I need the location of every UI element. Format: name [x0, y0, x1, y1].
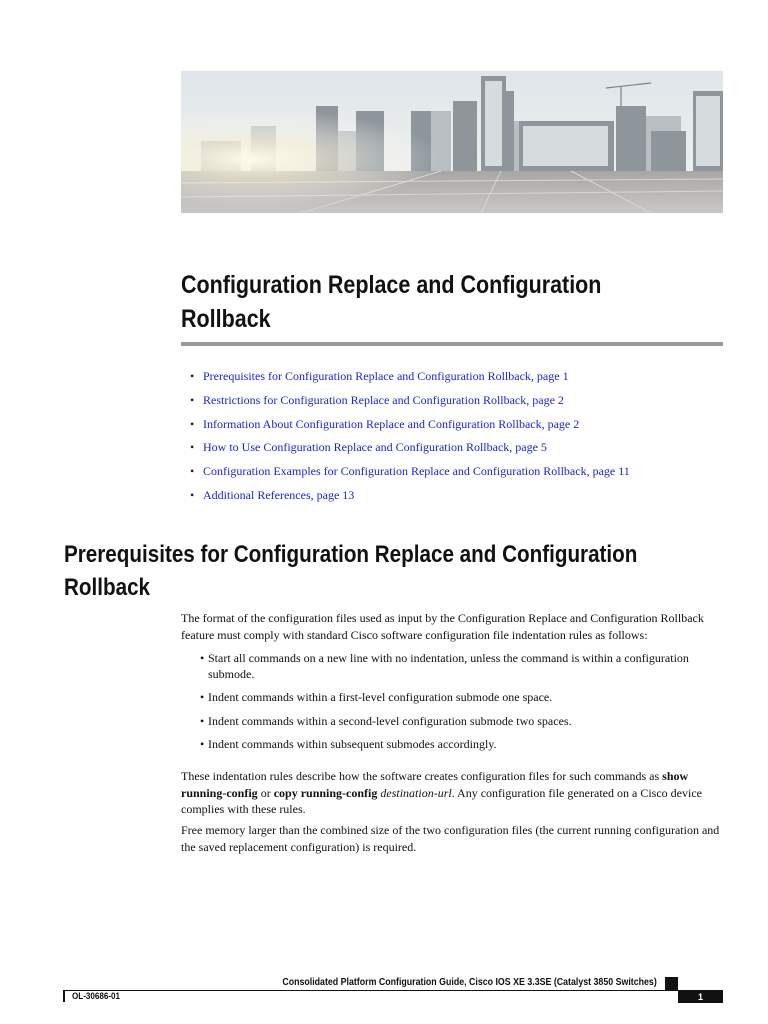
- toc-link-prerequisites[interactable]: Prerequisites for Configuration Replace and Configuration Rollback, page 1: [203, 369, 569, 383]
- title-divider: [181, 342, 723, 346]
- page-number: 1: [678, 991, 723, 1003]
- toc-item: [190, 393, 630, 417]
- indentation-rules-paragraph: [181, 768, 726, 818]
- rule-item: • Start all commands on a new line with no indentation, unless the command is within a configuration submode.: [200, 651, 723, 682]
- chapter-toc: [190, 369, 630, 512]
- command-copy-running-config: copy running-config: [273, 785, 378, 800]
- rule-item: • Indent commands within a first-level configuration submode one space.: [200, 690, 723, 706]
- section-title: [64, 538, 666, 604]
- section-title-line-1: Prerequisites for Configuration Replace and Configuration: [64, 541, 638, 568]
- toc-link-examples[interactable]: Configuration Examples for Configuration Replace and Configuration Rollback, page 11: [203, 464, 630, 479]
- chapter-title-line-1: Configuration Replace and Configuration: [181, 271, 602, 299]
- p2-text: These indentation rules describe how the software creates configuration files for such commands as: [181, 769, 663, 783]
- p2-text: . Any configuration file generated on a Cisco device complies with these rules.: [181, 785, 702, 816]
- document-number: OL-30686-01: [72, 991, 121, 1002]
- toc-bullet: •: [190, 416, 195, 431]
- footer-divider: [63, 990, 723, 991]
- toc-item: [190, 464, 630, 488]
- footer-marker: [665, 977, 678, 990]
- toc-item: [190, 417, 630, 441]
- memory-requirement-paragraph: Free memory larger than the combined size of the two configuration files (the current running configuration and the saved replacement configuration) is required.: [181, 823, 720, 854]
- chapter-title-line-2: Rollback: [181, 305, 271, 333]
- toc-bullet: •: [190, 369, 195, 383]
- command-show-running-config: show running-config: [181, 769, 689, 800]
- section-title-line-2: Rollback: [64, 574, 151, 601]
- toc-bullet: •: [190, 392, 195, 407]
- toc-item: [190, 440, 630, 464]
- rule-item: • Indent commands within a second-level configuration submode two spaces.: [200, 714, 723, 730]
- toc-link-how-to-use[interactable]: How to Use Configuration Replace and Configuration Rollback, page 5: [203, 440, 547, 455]
- chapter-banner-image: [181, 71, 723, 213]
- toc-bullet: •: [190, 440, 195, 455]
- toc-item: [190, 488, 630, 512]
- footer-guide-title: Consolidated Platform Configuration Guide, Cisco IOS XE 3.3SE (Catalyst 3850 Switches): [282, 976, 657, 988]
- toc-link-restrictions[interactable]: Restrictions for Configuration Replace and Configuration Rollback, page 2: [203, 392, 564, 407]
- rule-item: • Indent commands within subsequent submodes accordingly.: [200, 737, 723, 753]
- intro-paragraph: The format of the configuration files used as input by the Configuration Replace and Configuration Rollback feature must comply with standard Cisco software configuration file indentation rules as follows:: [181, 611, 704, 642]
- p2-text: or: [257, 785, 274, 800]
- toc-item: [190, 369, 630, 393]
- toc-bullet: •: [190, 487, 195, 502]
- chapter-title: [181, 268, 645, 336]
- indentation-rules-list: [200, 651, 723, 753]
- toc-bullet: •: [190, 464, 195, 479]
- argument-destination-url: destination-url: [380, 785, 452, 800]
- toc-link-information[interactable]: Information About Configuration Replace and Configuration Rollback, page 2: [203, 416, 580, 431]
- toc-link-additional-references[interactable]: Additional References, page 13: [203, 487, 355, 502]
- footer-tick: [63, 990, 65, 1002]
